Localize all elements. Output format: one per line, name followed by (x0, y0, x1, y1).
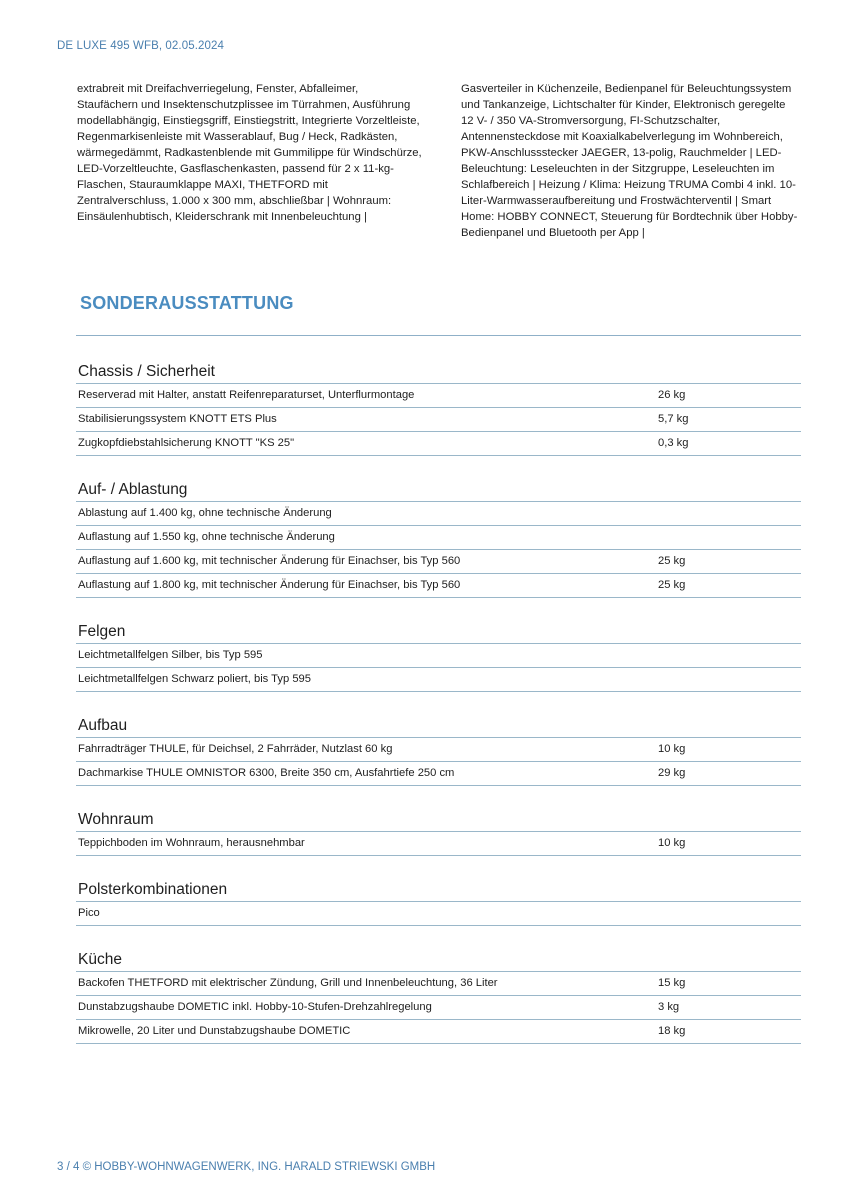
table-row (76, 502, 801, 526)
options-groups (76, 361, 801, 1067)
table-row (76, 668, 801, 692)
group-wohnraum (76, 809, 801, 856)
group-title: Chassis / Sicherheit (76, 361, 801, 384)
row-description: Reserverad mit Halter, anstatt Reifenreparaturset, Unterflurmontage (78, 389, 415, 401)
row-description: Leichtmetallfelgen Silber, bis Typ 595 (78, 649, 263, 661)
group-title: Küche (76, 949, 801, 972)
row-description: Zugkopfdiebstahlsicherung KNOTT "KS 25" (78, 437, 295, 449)
row-description: Ablastung auf 1.400 kg, ohne technische Änderung (78, 507, 332, 519)
intro-columns (77, 81, 801, 241)
table-row (76, 644, 801, 668)
row-description: Leichtmetallfelgen Schwarz poliert, bis Typ 595 (78, 673, 311, 685)
intro-left-column: extrabreit mit Dreifachverriegelung, Fenster, Abfalleimer, Staufächern und Insektenschutzplissee im Türrahmen, Ausführung modellabhängig, Einstiegsgriff, Einstiegstritt, Integrierte Vorzeltleiste, Regenmarkisenleiste mit Wasserablauf, Bug / Heck, Radkästen, wärmegedämmt, Radkastenblende mit Gummilippe für Windschürze, LED-Vorzeltleuchte, Gasflaschenkasten, passend für 2 x 11-kg-Flaschen, Stauraumklappe MAXI, THETFORD mit Zentralverschluss, 1.000 x 300 mm, abschließbar | Wohnraum: Einsäulenhubtisch, Kleiderschrank mit Innenbeleuchtung | (77, 83, 422, 223)
row-weight (658, 644, 801, 667)
table-row (76, 762, 801, 786)
page-footer: 3 / 4 © HOBBY-WOHNWAGENWERK, ING. HARALD STRIEWSKI GMBH (57, 1161, 436, 1173)
row-weight (658, 902, 801, 925)
row-weight: 10 kg (658, 837, 686, 849)
table-row (76, 526, 801, 550)
table-row (76, 1020, 801, 1044)
document-header: DE LUXE 495 WFB, 02.05.2024 (57, 40, 224, 52)
row-weight: 29 kg (658, 767, 686, 779)
row-weight (658, 502, 801, 525)
row-weight: 18 kg (658, 1025, 686, 1037)
table-row (76, 996, 801, 1020)
group-ablastung (76, 479, 801, 598)
group-title: Aufbau (76, 715, 801, 738)
table-row (76, 408, 801, 432)
table-row (76, 574, 801, 598)
row-weight (658, 526, 801, 549)
row-description: Mikrowelle, 20 Liter und Dunstabzugshaube DOMETIC (78, 1025, 351, 1037)
section-title: SONDERAUSSTATTUNG (80, 293, 294, 313)
group-aufbau (76, 715, 801, 786)
table-row (76, 972, 801, 996)
row-description: Auflastung auf 1.800 kg, mit technischer Änderung für Einachser, bis Typ 560 (78, 579, 461, 591)
table-row (76, 384, 801, 408)
row-weight: 25 kg (658, 555, 686, 567)
table-row (76, 550, 801, 574)
group-title: Felgen (76, 621, 801, 644)
row-description: Stabilisierungssystem KNOTT ETS Plus (78, 413, 277, 425)
row-weight: 26 kg (658, 389, 686, 401)
group-polsterkombinationen (76, 879, 801, 926)
group-felgen (76, 621, 801, 692)
group-title: Wohnraum (76, 809, 801, 832)
group-chassis (76, 361, 801, 456)
row-weight: 10 kg (658, 743, 686, 755)
row-description: Auflastung auf 1.550 kg, ohne technische Änderung (78, 531, 335, 543)
row-weight: 5,7 kg (658, 413, 689, 425)
table-row (76, 902, 801, 926)
table-row (76, 832, 801, 856)
group-title: Auf- / Ablastung (76, 479, 801, 502)
row-description: Pico (78, 907, 100, 919)
row-weight (658, 668, 801, 691)
group-title: Polsterkombinationen (76, 879, 801, 902)
row-weight: 3 kg (658, 1001, 680, 1013)
row-description: Backofen THETFORD mit elektrischer Zündung, Grill und Innenbeleuchtung, 36 Liter (78, 977, 498, 989)
table-row (76, 738, 801, 762)
group-kueche (76, 949, 801, 1044)
row-weight: 0,3 kg (658, 437, 689, 449)
row-weight: 25 kg (658, 579, 686, 591)
section-divider (76, 335, 801, 336)
row-description: Auflastung auf 1.600 kg, mit technischer Änderung für Einachser, bis Typ 560 (78, 555, 461, 567)
row-weight: 15 kg (658, 977, 686, 989)
row-description: Teppichboden im Wohnraum, herausnehmbar (78, 837, 305, 849)
intro-right-column: Gasverteiler in Küchenzeile, Bedienpanel für Beleuchtungssystem und Tankanzeige, Lichtschalter für Kinder, Elektronisch geregelte 12 V- / 350 VA-Stromversorgung, FI-Schutzschalter, Antennensteckdose mit Koaxialkabelverlegung im Wohnbereich, PKW-Anschlussstecker JAEGER, 13-polig, Rauchmelder | LED-Beleuchtung: Leseleuchten in der Sitzgruppe, Leseleuchten im Schlafbereich | Heizung / Klima: Heizung TRUMA Combi 4 inkl. 10-Liter-Warmwasseraufbereitung und Frostwächterventil | Smart Home: HOBBY CONNECT, Steuerung für Bordtechnik über Hobby-Bedienpanel und Bluetooth per App | (461, 83, 798, 239)
row-description: Fahrradträger THULE, für Deichsel, 2 Fahrräder, Nutzlast 60 kg (78, 743, 393, 755)
table-row (76, 432, 801, 456)
row-description: Dunstabzugshaube DOMETIC inkl. Hobby-10-Stufen-Drehzahlregelung (78, 1001, 432, 1013)
row-description: Dachmarkise THULE OMNISTOR 6300, Breite 350 cm, Ausfahrtiefe 250 cm (78, 767, 455, 779)
